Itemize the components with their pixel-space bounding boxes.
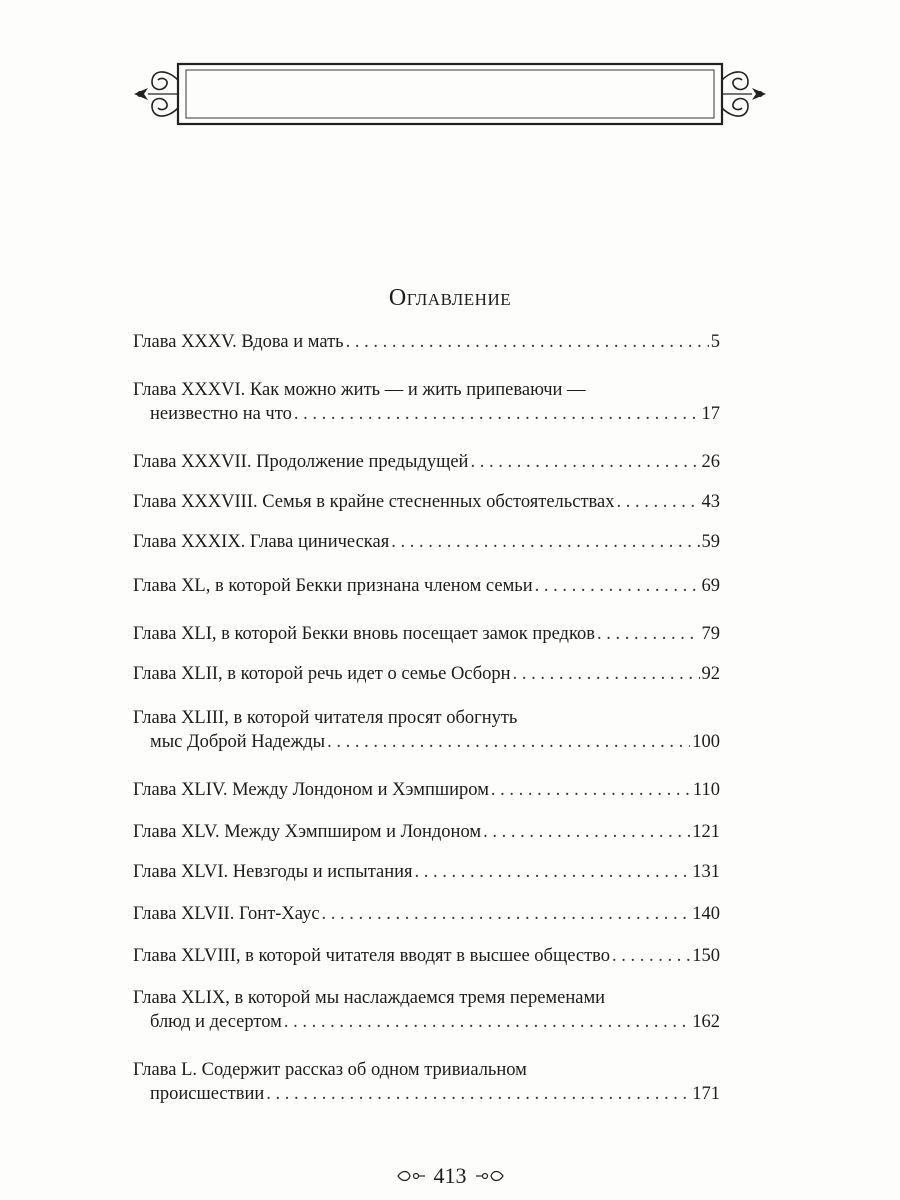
toc-entry[interactable]	[133, 902, 720, 926]
toc-entry-title: неизвестно на что	[150, 404, 292, 424]
dot-leader	[612, 944, 690, 968]
dot-leader	[346, 330, 709, 354]
toc-page-number: 110	[692, 780, 720, 800]
toc-page-number: 150	[692, 946, 720, 966]
toc-page-number: 100	[692, 732, 720, 752]
toc-entry-title: происшествии	[150, 1084, 265, 1104]
toc-entry-title: Глава XLV. Между Хэмпширом и Лондоном	[133, 822, 482, 842]
dot-leader	[470, 450, 699, 474]
footer-ornament-right-icon	[475, 1168, 505, 1184]
toc-page-number: 131	[692, 862, 720, 882]
toc-page-number: 43	[701, 492, 720, 512]
toc-entry-title: Глава XL, в которой Бекки признана членом семьи	[133, 576, 533, 596]
toc-page-number: 59	[701, 532, 720, 552]
toc-entry-title: Глава XLVI. Невзгоды и испытания	[133, 862, 413, 882]
toc-entry-title: Глава XXXIX. Глава циническая	[133, 532, 390, 552]
toc-entry-title: Глава XLI, в которой Бекки вновь посещает замок предков	[133, 624, 595, 644]
toc-page-number: 5	[710, 332, 720, 352]
toc-entry-title: Глава XLVII. Гонт-Хаус	[133, 904, 320, 924]
dot-leader	[535, 574, 700, 598]
dot-leader	[491, 778, 691, 802]
toc-entry-title: Глава XXXVII. Продолжение предыдущей	[133, 452, 469, 472]
dot-leader	[483, 820, 690, 844]
toc-entry-title: Глава XXXV. Вдова и мать	[133, 332, 344, 352]
footer-ornament-left-icon	[396, 1168, 426, 1184]
page-number: 413	[433, 1163, 467, 1188]
toc-entry[interactable]	[133, 778, 720, 802]
toc-page-number: 92	[701, 664, 720, 684]
toc-entry[interactable]	[133, 1058, 720, 1106]
toc-page-number: 69	[701, 576, 720, 596]
page-footer	[0, 1163, 900, 1189]
toc-page-number: 17	[701, 404, 720, 424]
dot-leader	[513, 662, 700, 686]
toc-entry-title: Глава L. Содержит рассказ об одном тривиальном	[133, 1060, 527, 1080]
toc-entry-title: Глава XXXVI. Как можно жить — и жить припеваючи —	[133, 380, 586, 400]
decorative-frame-icon	[130, 58, 770, 130]
toc-entry-title: блюд и десертом	[150, 1012, 282, 1032]
toc-entry-title: мыс Доброй Надежды	[150, 732, 326, 752]
toc-entry[interactable]	[133, 944, 720, 968]
toc-entry[interactable]	[133, 490, 720, 514]
dot-leader	[391, 530, 699, 554]
toc-entry-title: Глава XLII, в которой речь идет о семье Осборн	[133, 664, 511, 684]
dot-leader	[327, 730, 690, 754]
toc-entry-title: Глава XLIII, в которой читателя просят обогнуть	[133, 708, 518, 728]
dot-leader	[415, 860, 691, 884]
dot-leader	[294, 402, 700, 426]
toc-entry[interactable]	[133, 986, 720, 1034]
toc-entry[interactable]	[133, 860, 720, 884]
dot-leader	[597, 622, 700, 646]
toc-page-number: 26	[701, 452, 720, 472]
toc-title: Оглавление	[388, 285, 512, 311]
toc-entry[interactable]	[133, 622, 720, 646]
toc-entry[interactable]	[133, 530, 720, 554]
dot-leader	[284, 1010, 690, 1034]
toc-entry-title: Глава XLIX, в которой мы наслаждаемся тремя переменами	[133, 988, 606, 1008]
toc-entry-title: Глава XXXVIII. Семья в крайне стесненных обстоятельствах	[133, 492, 615, 512]
dot-leader	[266, 1082, 690, 1106]
toc-page-number: 140	[692, 904, 720, 924]
toc-entry[interactable]	[133, 574, 720, 598]
toc-entry[interactable]	[133, 450, 720, 474]
toc-page-number: 79	[701, 624, 720, 644]
toc-entry-title: Глава XLVIII, в которой читателя вводят в высшее общество	[133, 946, 611, 966]
toc-entry[interactable]	[133, 662, 720, 686]
toc-page-number: 121	[692, 822, 720, 842]
toc-entry[interactable]	[133, 820, 720, 844]
toc-page-number: 162	[692, 1012, 720, 1032]
toc-entry[interactable]	[133, 378, 720, 426]
toc-page-number: 171	[692, 1084, 720, 1104]
dot-leader	[616, 490, 699, 514]
toc-entry[interactable]	[133, 330, 720, 354]
toc-entry-title: Глава XLIV. Между Лондоном и Хэмпширом	[133, 780, 489, 800]
header-ornament-frame	[130, 58, 770, 130]
toc-entry[interactable]	[133, 706, 720, 754]
dot-leader	[322, 902, 691, 926]
